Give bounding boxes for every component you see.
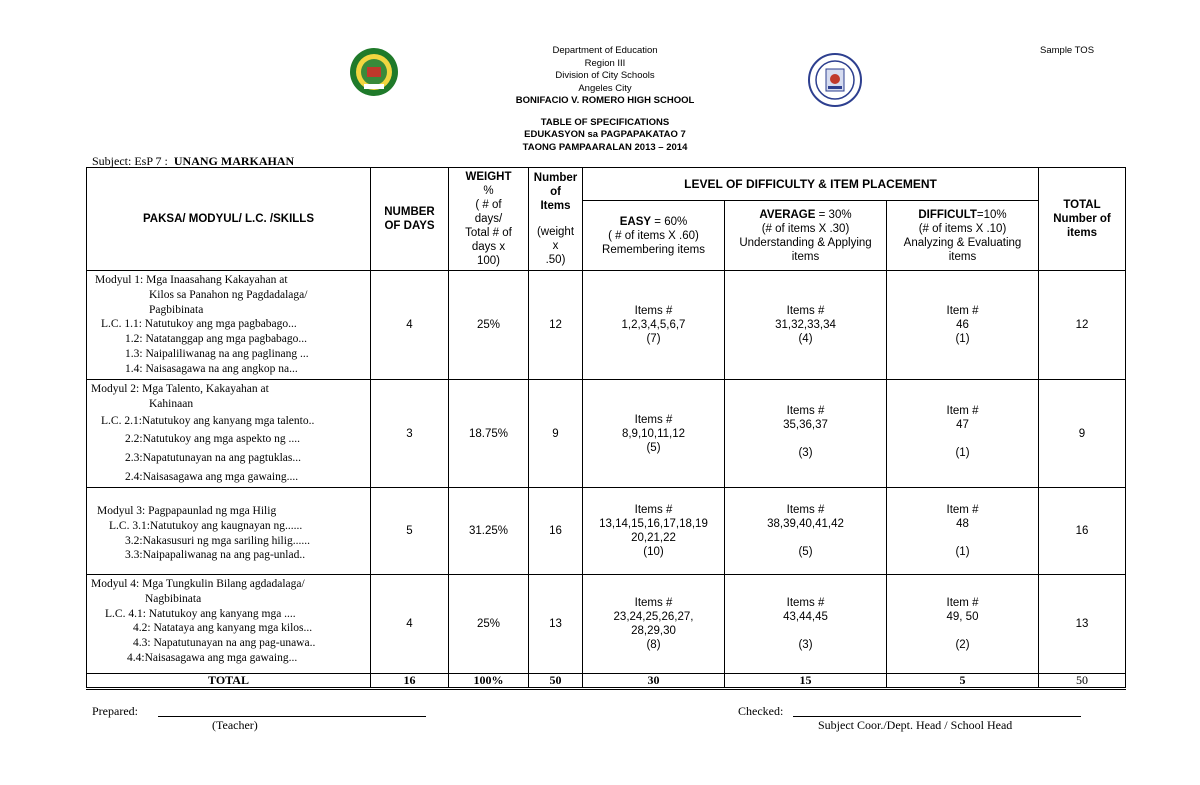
totals-average: 15 xyxy=(725,674,887,689)
total-cell: 13 xyxy=(1039,575,1126,674)
col-items xyxy=(529,168,583,271)
difficult-desc: items xyxy=(948,250,977,263)
topic-line: L.C. 3.1:Natutukoy ang kaugnayan ng...... xyxy=(109,519,303,532)
totals-difficult: 5 xyxy=(887,674,1039,689)
average-cell xyxy=(725,488,887,575)
deped-seal-icon xyxy=(808,53,862,107)
col-total-line: Number of xyxy=(1053,213,1111,225)
topic-line: 4.2: Natataya ang kanyang mga kilos... xyxy=(133,622,313,635)
difficult-line: Item # xyxy=(946,597,979,609)
average-line: 43,44,45 xyxy=(783,611,828,623)
school-year: TAONG PAMPAARALAN 2013 – 2014 xyxy=(522,141,688,153)
tos-table xyxy=(86,167,1126,690)
table-row xyxy=(87,380,1126,488)
items-cell: 12 xyxy=(529,271,583,380)
topic-line: Pagbibinata xyxy=(149,303,204,316)
days-cell: 3 xyxy=(371,380,449,488)
document-header xyxy=(440,45,770,154)
col-items-line: x xyxy=(552,240,559,252)
topic-line: 2.2:Natutukoy ang mga aspekto ng .... xyxy=(125,433,301,446)
easy-label: EASY xyxy=(619,215,652,228)
difficult-line: (1) xyxy=(955,447,970,459)
city-name: Angeles City xyxy=(578,82,632,94)
col-weight-line: Total # of xyxy=(465,227,512,239)
region-name: Region III xyxy=(584,57,626,69)
easy-line: (5) xyxy=(646,441,661,454)
totals-row xyxy=(87,674,1126,689)
easy-line: 13,14,15,16,17,18,19 xyxy=(599,518,708,530)
easy-desc: Remembering items xyxy=(602,243,705,256)
average-line: (3) xyxy=(798,639,813,651)
division-name: Division of City Schools xyxy=(555,70,655,81)
col-weight-line: days x xyxy=(471,241,506,253)
topic-line: Modyul 4: Mga Tungkulin Bilang agdadalaga/ xyxy=(91,578,305,590)
easy-cell xyxy=(583,380,725,488)
topic-line: 3.2:Nakasusuri ng mga sariling hilig...... xyxy=(125,534,310,547)
days-cell: 4 xyxy=(371,271,449,380)
topic-line: L.C. 1.1: Natutukoy ang mga pagbabago... xyxy=(101,318,297,331)
dept-name: Department of Education xyxy=(552,45,658,56)
prepared-role: (Teacher) xyxy=(212,718,258,732)
subject-title: EDUKASYON sa PAGPAPAKATAO 7 xyxy=(524,129,686,140)
col-days-line: OF DAYS xyxy=(384,220,435,232)
average-line: (4) xyxy=(798,333,813,345)
prepared-signature-line xyxy=(158,716,426,717)
col-total-line: TOTAL xyxy=(1063,199,1101,211)
table-row xyxy=(87,271,1126,380)
difficult-line: 46 xyxy=(956,319,969,331)
average-line: 38,39,40,41,42 xyxy=(767,518,844,530)
topic-cell xyxy=(87,271,371,380)
topic-line: 2.4:Naisasagawa ang mga gawaing.... xyxy=(125,470,299,483)
easy-pct: = 60% xyxy=(654,215,688,228)
days-cell: 5 xyxy=(371,488,449,575)
col-weight xyxy=(449,168,529,271)
difficult-desc: Analyzing & Evaluating xyxy=(903,236,1022,249)
checked-signature-line xyxy=(793,716,1081,717)
topic-line: Kahinaan xyxy=(149,397,194,410)
weight-cell: 18.75% xyxy=(449,380,529,488)
col-days-line: NUMBER xyxy=(384,206,435,218)
total-cell: 9 xyxy=(1039,380,1126,488)
col-difficult xyxy=(887,201,1039,271)
difficult-formula: (# of items X .10) xyxy=(918,222,1007,235)
easy-line: Items # xyxy=(634,597,673,609)
totals-items: 50 xyxy=(529,674,583,689)
difficult-line: 49, 50 xyxy=(946,611,979,623)
topic-line: Modyul 1: Mga Inaasahang Kakayahan at xyxy=(95,274,288,286)
easy-line: 20,21,22 xyxy=(631,532,676,544)
weight-cell: 25% xyxy=(449,271,529,380)
average-line: Items # xyxy=(786,504,825,516)
topic-line: 2.3:Napatutunayan na ang pagtuklas... xyxy=(125,452,301,465)
items-cell: 16 xyxy=(529,488,583,575)
topic-line: Kilos sa Panahon ng Pagdadalaga/ xyxy=(149,288,308,301)
col-items-line: (weight xyxy=(536,226,575,238)
sample-label: Sample TOS xyxy=(1040,45,1095,56)
items-cell: 13 xyxy=(529,575,583,674)
totals-easy: 30 xyxy=(583,674,725,689)
topic-cell xyxy=(87,575,371,674)
easy-line: Items # xyxy=(634,504,673,516)
checked-label: Checked: xyxy=(738,704,784,718)
topic-line: L.C. 2.1:Natutukoy ang kanyang mga talento.. xyxy=(101,414,315,427)
easy-formula: ( # of items X .60) xyxy=(608,229,699,242)
checked-role: Subject Coor./Dept. Head / School Head xyxy=(818,718,1013,732)
easy-line: (10) xyxy=(643,546,664,558)
totals-days: 16 xyxy=(371,674,449,689)
weight-cell: 25% xyxy=(449,575,529,674)
totals-total: 50 xyxy=(1039,674,1126,689)
average-cell xyxy=(725,271,887,380)
totals-label: TOTAL xyxy=(87,674,371,689)
difficult-line: (1) xyxy=(955,546,970,558)
col-weight-line: ( # of xyxy=(475,199,502,211)
average-formula: (# of items X .30) xyxy=(761,222,850,235)
average-desc: items xyxy=(791,250,820,263)
topic-line: 1.3: Naipaliliwanag na ang paglinang ... xyxy=(125,347,309,360)
easy-line: (7) xyxy=(646,333,661,345)
easy-line: Items # xyxy=(634,413,673,426)
difficult-line: 48 xyxy=(956,518,969,530)
easy-cell xyxy=(583,488,725,575)
easy-line: 28,29,30 xyxy=(631,625,676,637)
difficult-line: Item # xyxy=(946,405,979,417)
total-cell: 16 xyxy=(1039,488,1126,575)
col-total xyxy=(1039,168,1126,271)
topic-line: 1.4: Naisasagawa na ang angkop na... xyxy=(125,362,298,375)
col-average xyxy=(725,201,887,271)
easy-cell xyxy=(583,575,725,674)
average-label: AVERAGE xyxy=(759,208,816,221)
col-items-line: .50) xyxy=(545,254,566,266)
average-line: 35,36,37 xyxy=(783,419,828,431)
weight-cell: 31.25% xyxy=(449,488,529,575)
topic-line: 1.2: Natatanggap ang mga pagbabago... xyxy=(125,333,308,346)
average-pct: = 30% xyxy=(818,208,852,221)
city-schools-seal-icon xyxy=(349,47,399,97)
col-items-line: of xyxy=(550,186,561,198)
totals-weight: 100% xyxy=(449,674,529,689)
difficult-line: 47 xyxy=(956,419,969,431)
difficult-line: Item # xyxy=(946,504,979,516)
subject-label: Subject: EsP 7 : xyxy=(92,154,168,168)
easy-line: Items # xyxy=(634,305,673,317)
average-line: Items # xyxy=(786,405,825,417)
table-row xyxy=(87,488,1126,575)
topic-line: 4.3: Napatutunayan na ang pag-unawa.. xyxy=(133,637,316,650)
topic-line: Modyul 2: Mga Talento, Kakayahan at xyxy=(91,383,269,395)
difficult-line: (2) xyxy=(955,639,970,651)
topic-line: L.C. 4.1: Natutukoy ang kanyang mga .... xyxy=(105,607,296,620)
topic-line: 4.4:Naisasagawa ang mga gawaing... xyxy=(127,651,298,664)
average-cell xyxy=(725,575,887,674)
difficult-cell xyxy=(887,271,1039,380)
difficult-line: Item # xyxy=(946,305,979,317)
difficult-cell xyxy=(887,488,1039,575)
difficult-cell xyxy=(887,380,1039,488)
easy-line: 1,2,3,4,5,6,7 xyxy=(621,319,686,331)
average-line: Items # xyxy=(786,305,825,317)
difficult-cell xyxy=(887,575,1039,674)
easy-line: 23,24,25,26,27, xyxy=(613,611,694,623)
difficult-pct: =10% xyxy=(976,208,1007,221)
average-cell xyxy=(725,380,887,488)
col-total-line: items xyxy=(1066,227,1098,239)
easy-cell xyxy=(583,271,725,380)
quarter-label: UNANG MARKAHAN xyxy=(173,154,295,168)
items-cell: 9 xyxy=(529,380,583,488)
col-topic: PAKSA/ MODYUL/ L.C. /SKILLS xyxy=(87,168,371,271)
col-weight-line: days/ xyxy=(474,213,503,225)
difficult-line: (1) xyxy=(955,333,970,345)
col-weight-line: % xyxy=(483,185,494,197)
topic-line: 3.3:Naipapaliwanag na ang pag-unlad.. xyxy=(125,549,306,562)
doc-title: TABLE OF SPECIFICATIONS xyxy=(540,116,670,128)
col-easy xyxy=(583,201,725,271)
days-cell: 4 xyxy=(371,575,449,674)
average-line: (3) xyxy=(798,447,813,459)
col-items-line: Number xyxy=(533,172,578,184)
col-weight-line: 100) xyxy=(476,255,501,267)
topic-cell xyxy=(87,488,371,575)
easy-line: (8) xyxy=(646,639,661,651)
table-row xyxy=(87,575,1126,674)
topic-line: Nagbibinata xyxy=(145,592,202,605)
school-name: BONIFACIO V. ROMERO HIGH SCHOOL xyxy=(515,95,695,106)
average-line: Items # xyxy=(786,597,825,609)
topic-line: Modyul 3: Pagpapaunlad ng mga Hilig xyxy=(97,505,277,517)
topic-cell xyxy=(87,380,371,488)
total-cell: 12 xyxy=(1039,271,1126,380)
prepared-label: Prepared: xyxy=(92,704,138,718)
average-desc: Understanding & Applying xyxy=(739,236,872,249)
average-line: 31,32,33,34 xyxy=(775,319,836,331)
col-weight-line: WEIGHT xyxy=(465,171,512,183)
col-items-line: Items xyxy=(540,200,571,212)
easy-line: 8,9,10,11,12 xyxy=(621,427,686,440)
col-level: LEVEL OF DIFFICULTY & ITEM PLACEMENT xyxy=(583,168,1039,201)
average-line: (5) xyxy=(798,546,813,558)
col-days xyxy=(371,168,449,271)
difficult-label: DIFFICULT xyxy=(918,208,977,221)
